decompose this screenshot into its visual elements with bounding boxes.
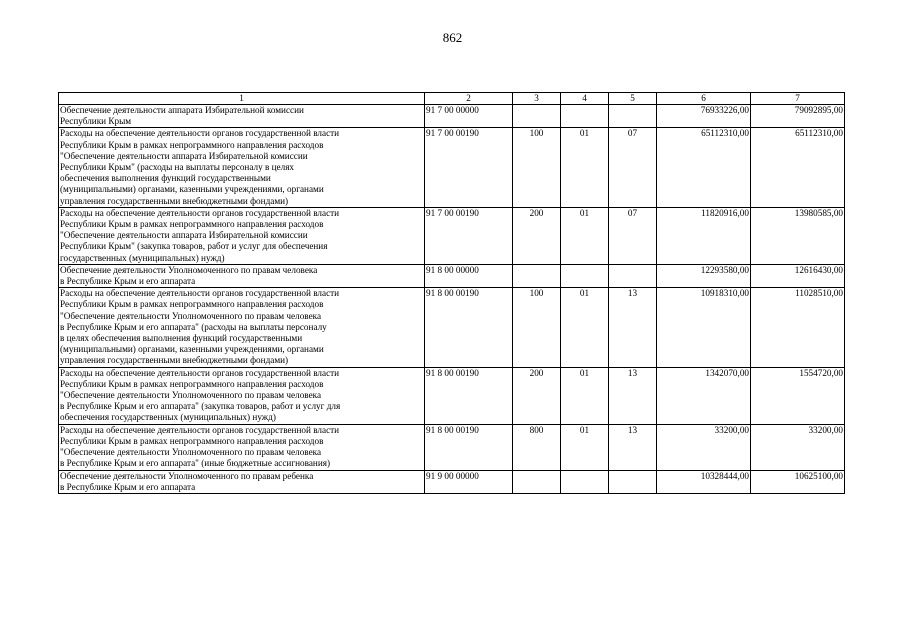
page-number: 862 — [442, 30, 463, 45]
amount-year-2: 79092895,00 — [751, 105, 845, 128]
amount-year-1: 10918310,00 — [657, 288, 751, 367]
amount-year-2: 65112310,00 — [751, 128, 845, 207]
subsection-code: 07 — [609, 128, 657, 207]
section-code: 01 — [561, 424, 609, 470]
subsection-code — [609, 105, 657, 128]
subsection-code — [609, 264, 657, 287]
amount-year-1: 1342070,00 — [657, 367, 751, 424]
amount-year-1: 65112310,00 — [657, 128, 751, 207]
subsection-code: 13 — [609, 367, 657, 424]
amount-year-2: 10625100,00 — [751, 470, 845, 493]
target-article-code: 91 7 00 00190 — [425, 207, 513, 264]
table-row — [59, 264, 845, 287]
column-header: 1 — [59, 93, 425, 105]
column-header: 2 — [425, 93, 513, 105]
expense-type-code: 200 — [513, 207, 561, 264]
budget-table — [58, 92, 845, 494]
amount-year-2: 12616430,00 — [751, 264, 845, 287]
target-article-code: 91 7 00 00000 — [425, 105, 513, 128]
expense-name: Расходы на обеспечение деятельности органов государственной власти Республики Крым в рамках непрограммного направления расходов "Обеспечение деятельности аппарата Избирательной комиссии Республики Крым" (расходы на выплаты персоналу в целях обеспечения выполнения функций государственными (муниципальными) органами, казенными учреждениями, органами управления государственными внебюджетными фондами) — [59, 128, 425, 207]
table-row — [59, 367, 845, 424]
column-header: 3 — [513, 93, 561, 105]
column-header: 4 — [561, 93, 609, 105]
expense-type-code: 100 — [513, 128, 561, 207]
expense-name: Обеспечение деятельности аппарата Избирательной комиссии Республики Крым — [59, 105, 425, 128]
section-code: 01 — [561, 207, 609, 264]
column-number-row — [59, 93, 845, 105]
column-header: 5 — [609, 93, 657, 105]
expense-name: Расходы на обеспечение деятельности органов государственной власти Республики Крым в рамках непрограммного направления расходов "Обеспечение деятельности Уполномоченного по правам человека в Республике Крым и его аппарата" (закупка товаров, работ и услуг для обеспечения государственных (муниципальных) нужд) — [59, 367, 425, 424]
expense-name: Расходы на обеспечение деятельности органов государственной власти Республики Крым в рамках непрограммного направления расходов "Обеспечение деятельности аппарата Избирательной комиссии Республики Крым" (закупка товаров, работ и услуг для обеспечения государственных (муниципальных) нужд) — [59, 207, 425, 264]
section-code — [561, 470, 609, 493]
target-article-code: 91 7 00 00190 — [425, 128, 513, 207]
table-row — [59, 424, 845, 470]
amount-year-2: 13980585,00 — [751, 207, 845, 264]
table-row — [59, 207, 845, 264]
subsection-code: 13 — [609, 424, 657, 470]
target-article-code: 91 8 00 00000 — [425, 264, 513, 287]
section-code: 01 — [561, 128, 609, 207]
amount-year-1: 10328444,00 — [657, 470, 751, 493]
expense-type-code: 200 — [513, 367, 561, 424]
subsection-code — [609, 470, 657, 493]
amount-year-1: 11820916,00 — [657, 207, 751, 264]
target-article-code: 91 9 00 00000 — [425, 470, 513, 493]
table-row — [59, 470, 845, 493]
section-code: 01 — [561, 367, 609, 424]
expense-name: Расходы на обеспечение деятельности органов государственной власти Республики Крым в рамках непрограммного направления расходов "Обеспечение деятельности Уполномоченного по правам человека в Республике Крым и его аппарата" (расходы на выплаты персоналу в целях обеспечения выполнения функций государственными (муниципальными) органами, казенными учреждениями, органами управления государственными внебюджетными фондами) — [59, 288, 425, 367]
target-article-code: 91 8 00 00190 — [425, 367, 513, 424]
amount-year-2: 11028510,00 — [751, 288, 845, 367]
target-article-code: 91 8 00 00190 — [425, 288, 513, 367]
expense-name: Обеспечение деятельности Уполномоченного по правам ребенка в Республике Крым и его аппарата — [59, 470, 425, 493]
section-code — [561, 264, 609, 287]
expense-type-code — [513, 105, 561, 128]
amount-year-1: 76933226,00 — [657, 105, 751, 128]
table-row — [59, 128, 845, 207]
target-article-code: 91 8 00 00190 — [425, 424, 513, 470]
expense-name: Расходы на обеспечение деятельности органов государственной власти Республики Крым в рамках непрограммного направления расходов "Обеспечение деятельности Уполномоченного по правам человека в Республике Крым и его аппарата" (иные бюджетные ассигнования) — [59, 424, 425, 470]
column-header: 6 — [657, 93, 751, 105]
expense-name: Обеспечение деятельности Уполномоченного по правам человека в Республике Крым и его аппарата — [59, 264, 425, 287]
expense-type-code: 100 — [513, 288, 561, 367]
amount-year-1: 33200,00 — [657, 424, 751, 470]
amount-year-2: 1554720,00 — [751, 367, 845, 424]
subsection-code: 07 — [609, 207, 657, 264]
section-code: 01 — [561, 288, 609, 367]
section-code — [561, 105, 609, 128]
table-row — [59, 105, 845, 128]
expense-type-code — [513, 264, 561, 287]
expense-type-code — [513, 470, 561, 493]
amount-year-1: 12293580,00 — [657, 264, 751, 287]
column-header: 7 — [751, 93, 845, 105]
expense-type-code: 800 — [513, 424, 561, 470]
subsection-code: 13 — [609, 288, 657, 367]
table-row — [59, 288, 845, 367]
amount-year-2: 33200,00 — [751, 424, 845, 470]
